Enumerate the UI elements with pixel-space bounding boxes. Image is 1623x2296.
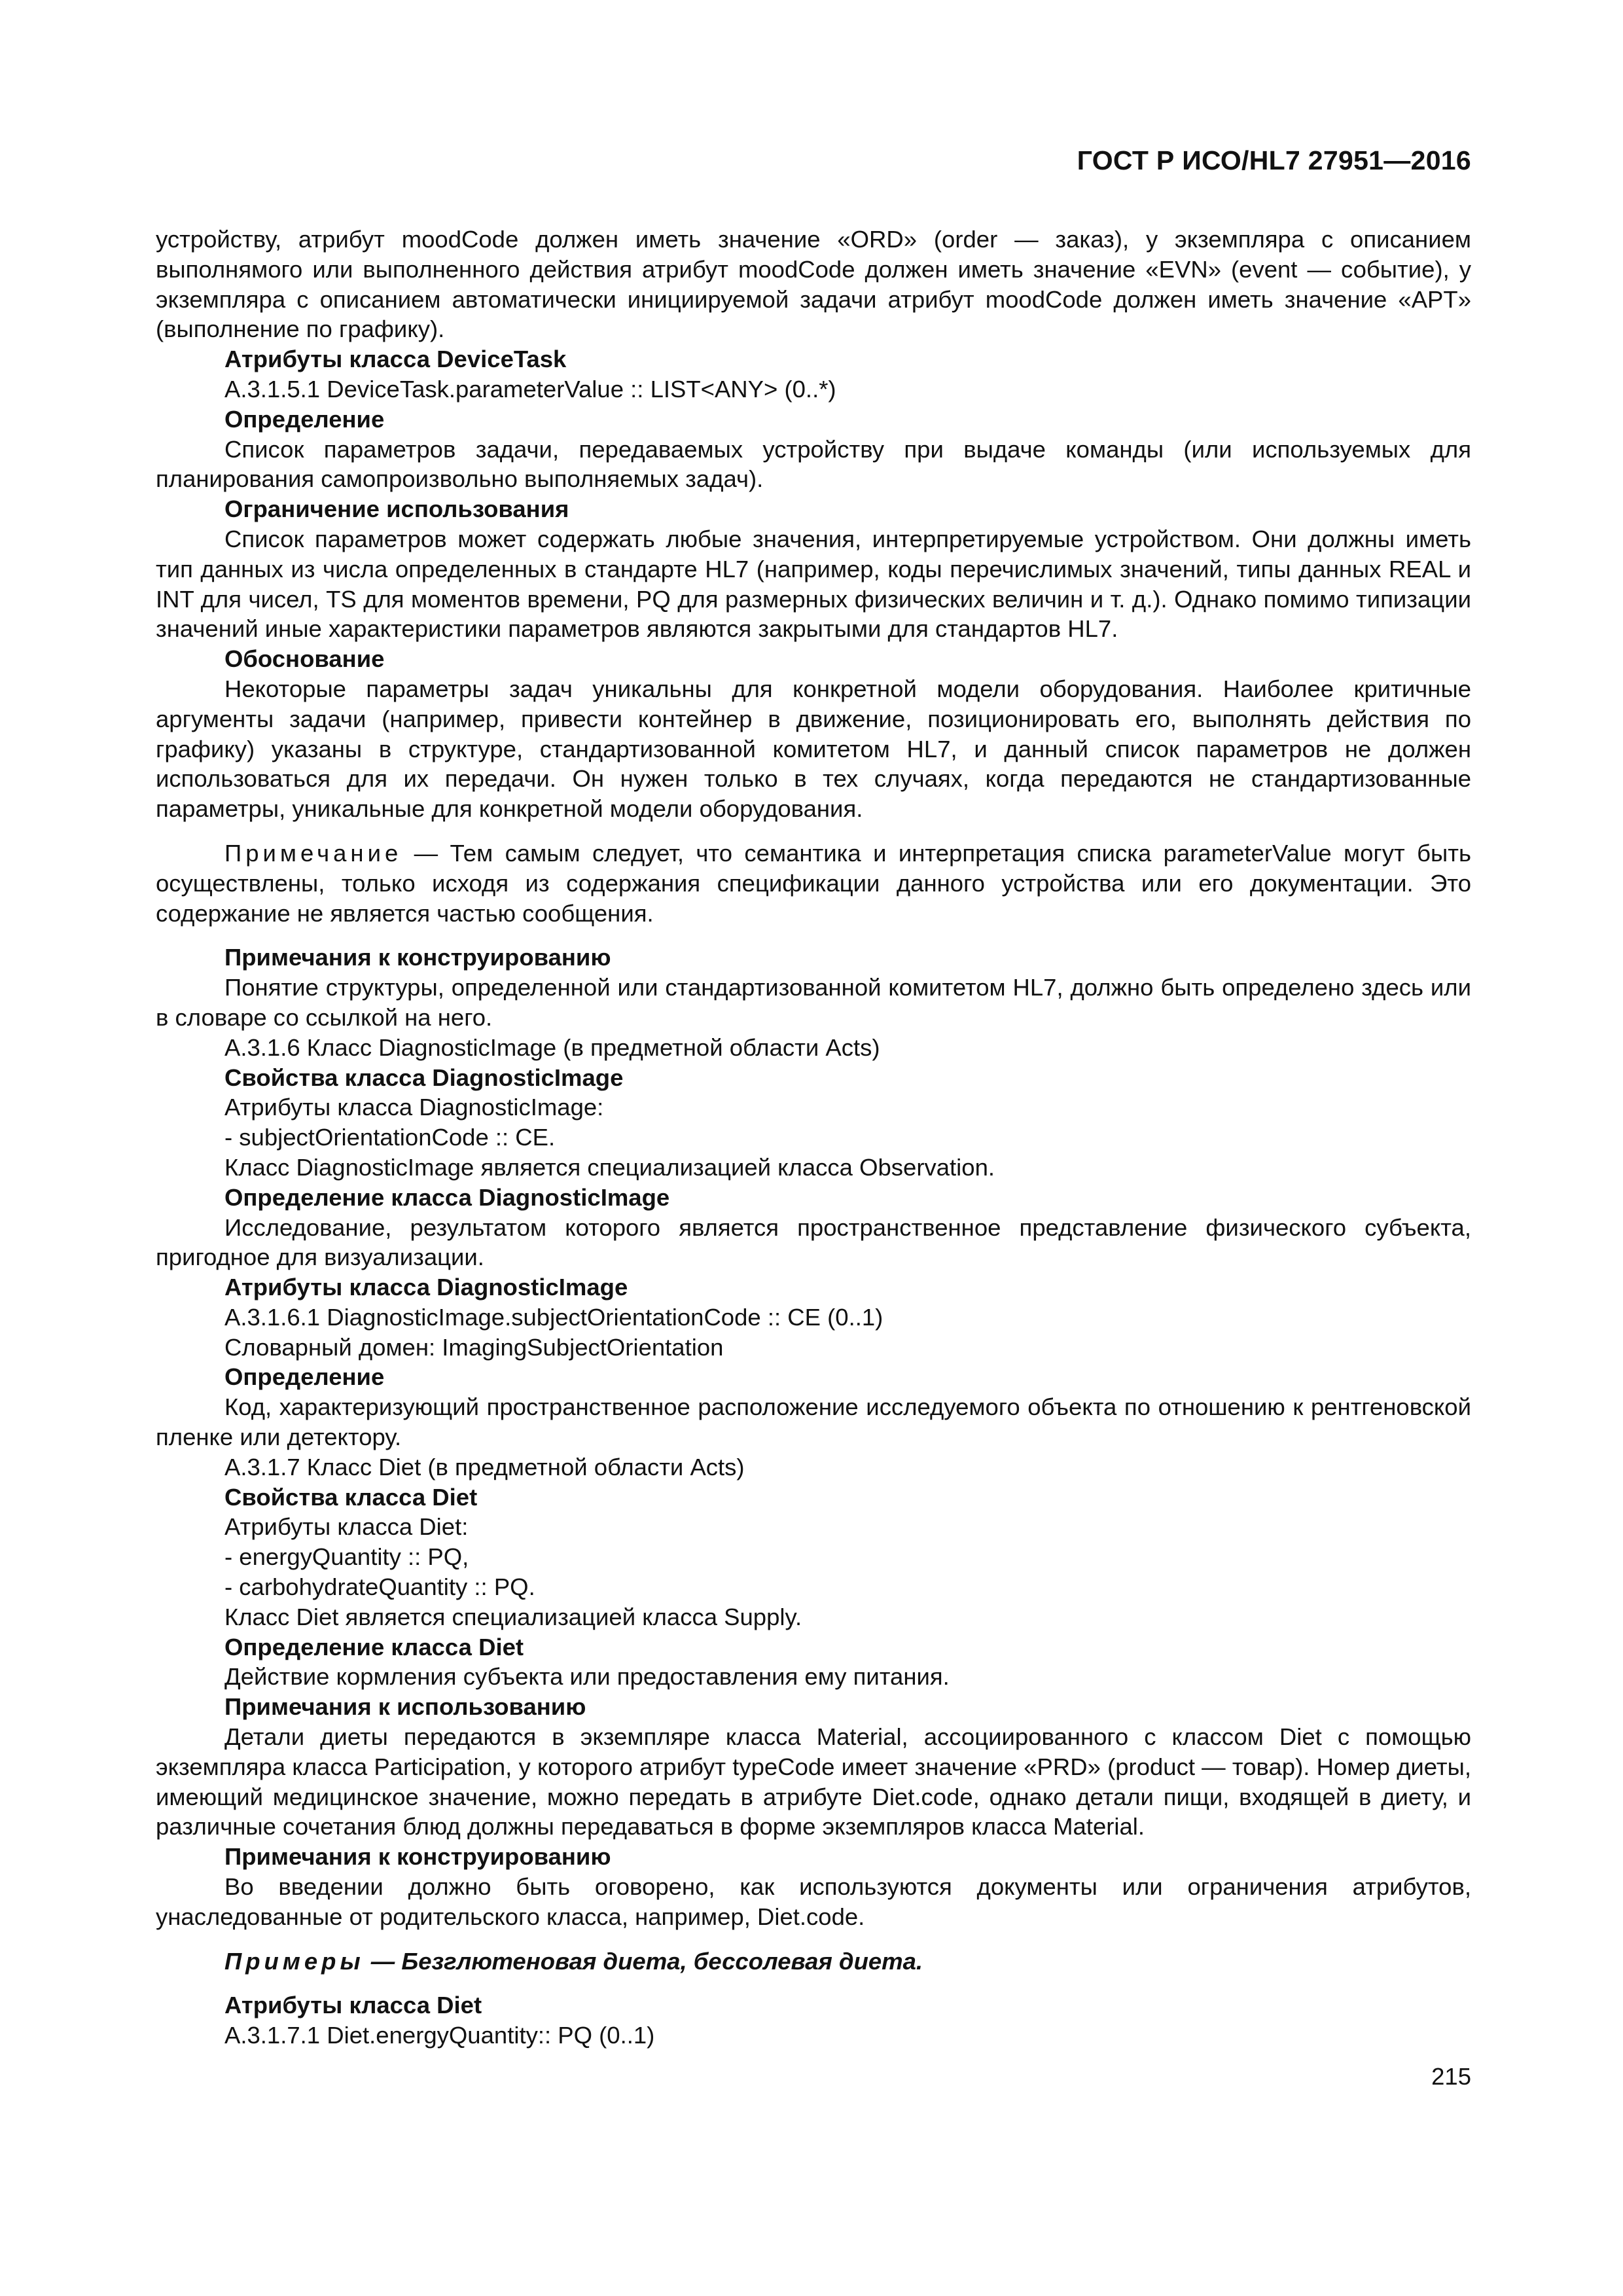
text-line: A.3.1.6.1 DiagnosticImage.subjectOrientationCode :: CE (0..1) xyxy=(224,1303,883,1331)
list-item: - subjectOrientationCode :: CE. xyxy=(224,1124,556,1151)
paragraph: Код, характеризующий пространственное расположение исследуемого объекта по отношению к рентгеновской пленке или детектору. xyxy=(156,1393,1471,1451)
text-line: Словарный домен: ImagingSubjectOrientation xyxy=(224,1333,724,1361)
text-line: A.3.1.5.1 DeviceTask.parameterValue :: LIST<ANY> (0..*) xyxy=(224,375,836,403)
note-label: Примечание xyxy=(224,839,402,867)
section-heading: Атрибуты класса Diet xyxy=(224,1992,482,2019)
section-heading: Свойства класса Diet xyxy=(224,1483,478,1511)
text-line: A.3.1.7 Класс Diet (в предметной области Acts) xyxy=(224,1453,745,1480)
document-header: ГОСТ Р ИСО/HL7 27951—2016 xyxy=(1077,145,1471,175)
text-line: Класс DiagnosticImage является специализацией класса Observation. xyxy=(224,1153,995,1181)
section-heading: Примечания к конструированию xyxy=(224,1843,611,1871)
section-heading: Определение xyxy=(224,405,385,433)
text-line: A.3.1.7.1 Diet.energyQuantity:: PQ (0..1) xyxy=(224,2022,655,2049)
paragraph: Исследование, результатом которого является пространственное представление физического субъекта, пригодное для визуализации. xyxy=(156,1213,1471,1271)
section-heading: Определение класса DiagnosticImage xyxy=(224,1183,670,1211)
section-heading: Атрибуты класса DeviceTask xyxy=(224,346,567,373)
paragraph: Во введении должно быть оговорено, как используются документы или ограничения атрибутов, унаследованные от родительского класса, например, Diet.code. xyxy=(156,1873,1471,1930)
section-heading: Определение класса Diet xyxy=(224,1633,524,1660)
paragraph: Список параметров задачи, передаваемых устройству при выдаче команды (или используемых для планирования самопроизвольно выполняемых задач). xyxy=(156,435,1471,493)
section-heading: Свойства класса DiagnosticImage xyxy=(224,1064,624,1091)
text-line: Действие кормления субъекта или предоставления ему питания. xyxy=(224,1663,950,1691)
examples-label: Примеры xyxy=(224,1947,365,1975)
list-item: - energyQuantity :: PQ, xyxy=(224,1543,469,1571)
section-heading: Атрибуты класса DiagnosticImage xyxy=(224,1274,628,1301)
list-item: - carbohydrateQuantity :: PQ. xyxy=(224,1573,535,1601)
section-heading: Ограничение использования xyxy=(224,495,569,523)
text-line: Атрибуты класса DiagnosticImage: xyxy=(224,1094,604,1121)
text-line: Класс Diet является специализацией класса Supply. xyxy=(224,1603,802,1630)
section-heading: Определение xyxy=(224,1363,385,1391)
text-line: A.3.1.6 Класс DiagnosticImage (в предметной области Acts) xyxy=(224,1033,880,1061)
examples-text: — Безглютеновая диета, бессолевая диета. xyxy=(364,1947,923,1975)
text-line: Атрибуты класса Diet: xyxy=(224,1513,469,1541)
paragraph: устройству, атрибут moodCode должен иметь значение «ORD» (order — заказ), у экземпляра с описанием выполнямого или выполненного действия атрибут moodCode должен иметь значение «EVN» (event — событие), у экземпляра с описанием автоматически инициируемой задачи атрибут moodCode должен иметь значение «APT» (выполнение по графику). xyxy=(156,226,1471,343)
examples-paragraph xyxy=(156,1946,1471,1977)
paragraph: Некоторые параметры задач уникальны для конкретной модели оборудования. Наиболее критичные аргументы задачи (например, привести контейнер в движение, позиционировать его, выполнять действия по графику) указаны в структуре, стандартизованной комитетом HL7, и данный список параметров не должен использоваться для их передачи. Он нужен только в тех случаях, когда передаются не стандартизованные параметры, уникальные для конкретной модели оборудования. xyxy=(156,675,1471,823)
section-heading: Обоснование xyxy=(224,645,385,673)
document-body xyxy=(156,224,1471,2051)
section-heading: Примечания к использованию xyxy=(224,1693,586,1721)
paragraph: Список параметров может содержать любые значения, интерпретируемые устройством. Они должны иметь тип данных из числа определенных в стандарте HL7 (например, коды перечислимых значений, типы данных REAL и INT для чисел, TS для моментов времени, PQ для размерных физических величин и т. д.). Однако помимо типизации значений иные характеристики параметров являются закрытыми для стандартов HL7. xyxy=(156,525,1471,643)
note-text: — Тем самым следует, что семантика и интерпретация списка parameterValue могут быть осуществлены, только исходя из содержания спецификации данного устройства или его документации. Это содержание не является частью сообщения. xyxy=(156,839,1471,927)
page-number: 215 xyxy=(1431,2063,1471,2090)
paragraph: Понятие структуры, определенной или стандартизованной комитетом HL7, должно быть определено здесь или в словаре со ссылкой на него. xyxy=(156,974,1471,1031)
section-heading: Примечания к конструированию xyxy=(224,944,611,971)
paragraph: Детали диеты передаются в экземпляре класса Material, ассоциированного с классом Diet с помощью экземпляра класса Participation, у которого атрибут typeCode имеет значение «PRD» (product — товар). Номер диеты, имеющий медицинское значение, можно передать в атрибуте Diet.code, однако детали пищи, входящей в диету, и различные сочетания блюд должны передаваться в форме экземпляров класса Material. xyxy=(156,1723,1471,1840)
note-paragraph xyxy=(156,838,1471,928)
